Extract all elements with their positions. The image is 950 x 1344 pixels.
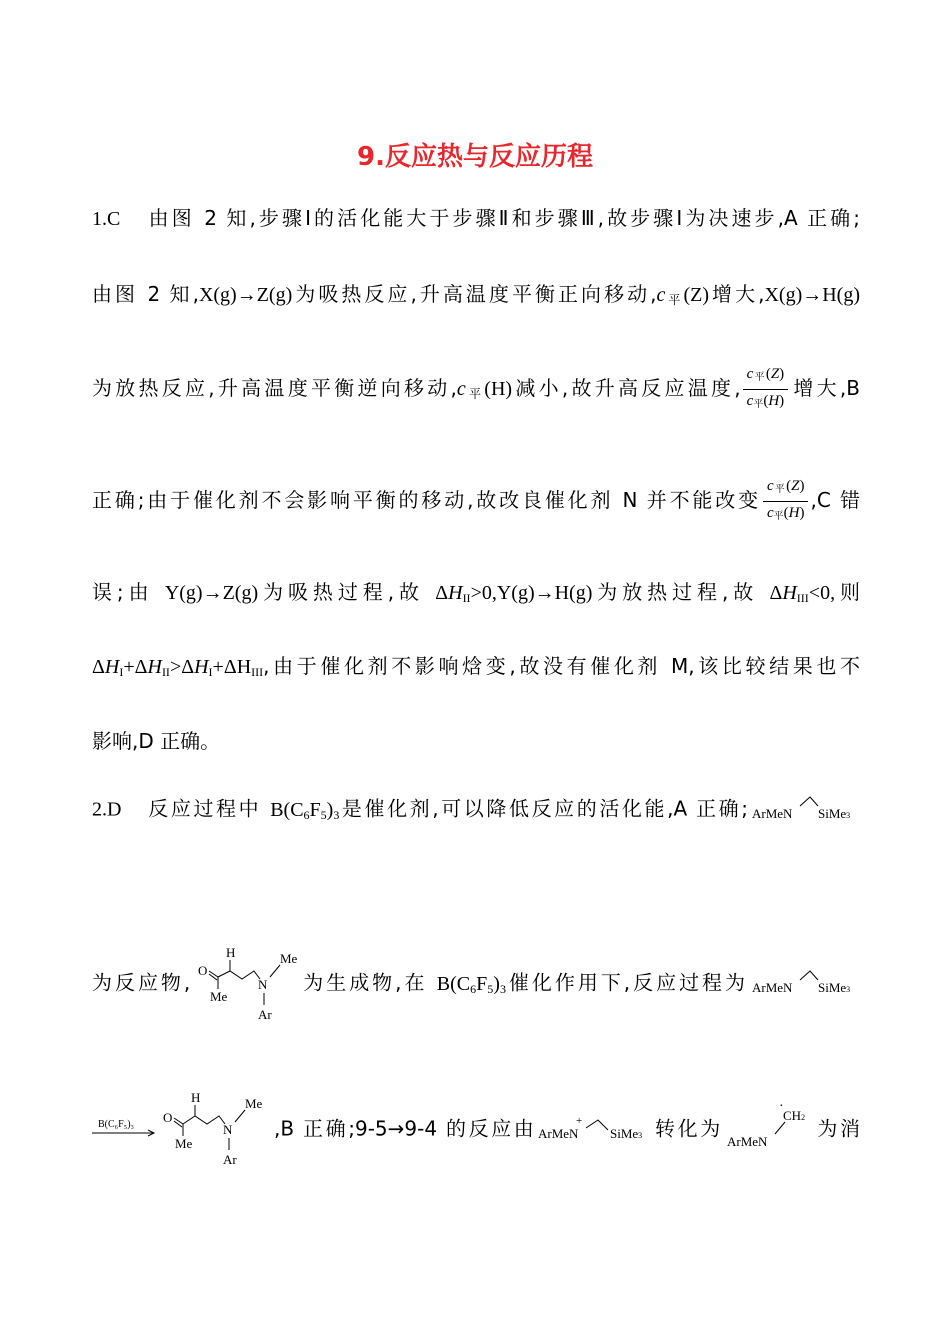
svg-text:O: O (198, 963, 208, 978)
svg-text:O: O (163, 1110, 173, 1125)
svg-text:ArMeN: ArMeN (726, 1134, 768, 1149)
svg-text:CH2: CH2 (782, 1108, 805, 1123)
q2-line-2: 为反应物, H O Me N Me Ar 为生成物,在 $B(C_6F_5)_3$催化作用下,反应过程为 ArMeN SiMe3 (92, 939, 860, 969)
svg-text:B(C₆F₅)₃: B(C₆F₅)₃ (98, 1119, 135, 1130)
svg-text:SiMe3: SiMe3 (818, 806, 851, 821)
svg-text:Me: Me (210, 989, 228, 1004)
reactant-structure (748, 792, 860, 828)
q1-line-4: 正确;由于催化剂不会影响平衡的移动,故改良催化剂 N 并不能改变 $\frac{c_平(Z)}{c_平(H)}$ ,C 错 (92, 478, 860, 528)
product-structure (158, 1090, 274, 1170)
svg-text:H: H (226, 945, 236, 960)
svg-text:Me: Me (245, 1096, 263, 1111)
q1-line-7: 影响,D 正确。 (92, 729, 221, 753)
radical-intermediate-structure (723, 1099, 815, 1156)
q2-label: 2.D (92, 798, 122, 821)
q1-line-5: 误;由 Y(g)→Z(g)为吸热过程,故 $\Delta H_{II}>0,Y(g)\to H(g)$为放热过程,故 $\Delta H_{III}<0$,则 (92, 580, 861, 605)
svg-text:H: H (191, 1090, 201, 1105)
svg-text:·: · (778, 1099, 784, 1114)
product-structure (190, 939, 300, 1029)
svg-text:+: + (576, 1115, 583, 1127)
svg-text:N: N (258, 977, 268, 992)
ratio-fraction: $\frac{c_平(Z)}{c_平(H)}$ (763, 478, 809, 525)
svg-text:ArMeN: ArMeN (752, 806, 793, 821)
q2-line-1: 2.D 反应过程中 $B(C_6F_5)_3$是催化剂,可以降低反应的活化能,A 正确; ArMeN SiMe3 (92, 792, 860, 822)
svg-text:Ar: Ar (258, 1007, 272, 1022)
page-title: 9.反应热与反应历程 (357, 142, 593, 172)
q1-line-3: 为放热反应,升高温度平衡逆向移动$,c_平(H)$减小,故升高反应温度, $\frac{c_平(Z)}{c_平(H)}$ 增大,B (92, 366, 860, 416)
svg-text:Me: Me (280, 951, 298, 966)
q1-line-6: $\Delta H_I+\Delta H_{II}>\Delta H_I+\Delta H_{III}$,由于催化剂不影响焓变,故没有催化剂 M,该比较结果也不 (92, 654, 860, 679)
svg-text:SiMe3: SiMe3 (610, 1126, 643, 1141)
ratio-fraction: $\frac{c_平(Z)}{c_平(H)}$ (743, 366, 789, 413)
svg-text:Me: Me (175, 1136, 193, 1151)
catalyst-formula: $B(C_6F_5)_3$ (270, 798, 340, 822)
iminium-intermediate-structure (536, 1112, 652, 1148)
svg-text:Ar: Ar (223, 1152, 237, 1167)
q1-line-1: 1.C 由图 2 知,步骤Ⅰ的活化能大于步骤Ⅱ和步骤Ⅲ,故步骤Ⅰ为决速步,A 正确; (92, 206, 861, 230)
catalyst-formula: $B(C_6F_5)_3$ (436, 972, 506, 996)
reaction-arrow (92, 1115, 158, 1145)
q1-label: 1.C (92, 208, 121, 230)
q1-line-2: 由图 2 知,X(g)→Z(g)为吸热反应,升高温度平衡正向移动$,c_平(Z)$增大,X(g)→H(g) (92, 282, 860, 307)
svg-text:SiMe3: SiMe3 (818, 980, 851, 995)
svg-text:ArMeN: ArMeN (752, 980, 793, 995)
svg-text:ArMeN: ArMeN (538, 1126, 579, 1141)
svg-text:N: N (223, 1122, 233, 1137)
reactant-structure (748, 966, 860, 1002)
q2-line-3: B(C₆F₅)₃ H O Me N Me Ar ,B 正确;9-5→9-4 的反应由 ArMeN + SiMe3 转化为 ArMeN · CH2 为消 (92, 1090, 860, 1120)
